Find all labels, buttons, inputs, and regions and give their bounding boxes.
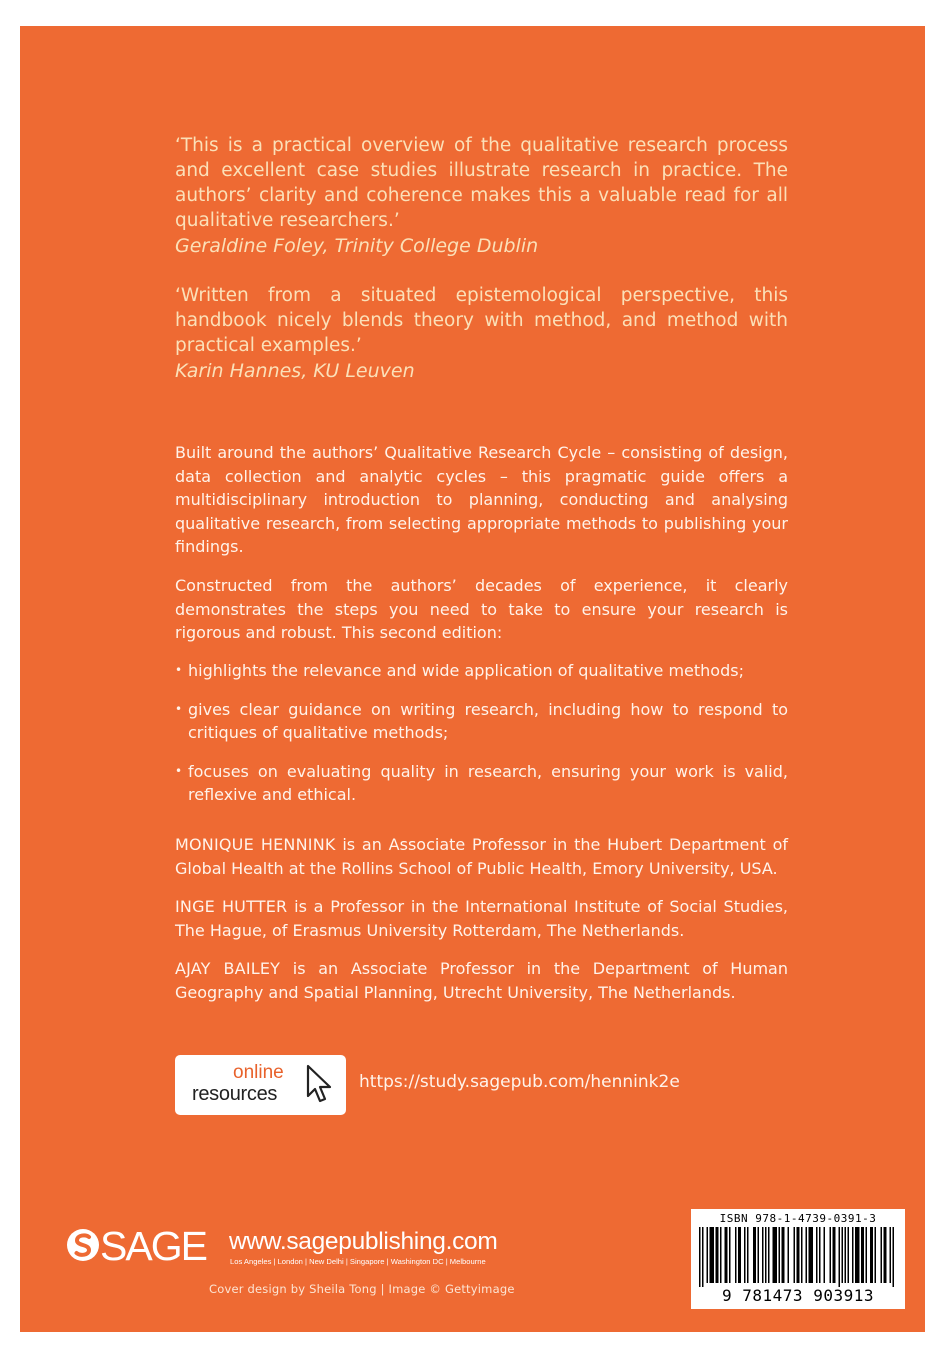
sage-logo-icon: [66, 1228, 100, 1262]
review-quote: ‘Written from a situated epistemological perspective, this handbook nicely blends theory with method, and method with practical examples.’: [175, 285, 788, 356]
barcode-bar: [881, 1227, 883, 1283]
barcode-bar: [729, 1227, 731, 1283]
description-2: [175, 574, 788, 645]
author-bio: is an Associate Professor in the Department of Human Geography and Spatial Planning, Utrecht University, The Netherlands.: [175, 959, 788, 1002]
barcode-bar: [833, 1227, 836, 1283]
barcode-bar: [875, 1227, 877, 1283]
author-bio: is a Professor in the International Institute of Social Studies, The Hague, of Erasmus University Rotterdam, The Netherlands.: [175, 897, 788, 940]
online-resources-badge[interactable]: [175, 1055, 346, 1115]
list-item-text: highlights the relevance and wide application of qualitative methods;: [188, 661, 744, 680]
barcode-box: [691, 1209, 905, 1309]
barcode-bar: [845, 1227, 847, 1283]
barcode-bar: [839, 1227, 841, 1287]
barcode-bar: [866, 1227, 868, 1283]
cover-credit: Cover design by Sheila Tong | Image © Gettyimage: [209, 1282, 515, 1296]
barcode-bar: [816, 1227, 818, 1283]
list-item-text: gives clear guidance on writing research, including how to respond to critiques of qualitative methods;: [188, 699, 788, 742]
description: [175, 441, 788, 559]
barcode-bar: [801, 1227, 803, 1283]
isbn-number: ISBN 978-1-4739-0391-3: [719, 1212, 877, 1225]
publisher-website[interactable]: www.sagepublishing.com: [229, 1228, 498, 1255]
description-paragraph: Constructed from the authors’ decades of experience, it clearly demonstrates the steps you need to take to ensure your research is rigorous and robust. This second edition:: [175, 576, 788, 642]
barcode-bar: [824, 1227, 826, 1283]
barcode-bar: [710, 1227, 715, 1283]
feature-list: [175, 659, 788, 807]
list-item: [175, 698, 788, 745]
barcode-bar: [744, 1227, 746, 1283]
barcode-bar: [788, 1227, 790, 1283]
bullet-icon: •: [175, 701, 183, 716]
list-item-text: focuses on evaluating quality in research, ensuring your work is valid, reflexive and ethical.: [188, 761, 788, 804]
barcode-bar: [716, 1227, 719, 1283]
barcode-bar: [848, 1227, 850, 1283]
author-bio-3: [175, 957, 788, 1004]
barcode-bar: [861, 1227, 864, 1283]
review-attribution: Karin Hannes, KU Leuven: [175, 360, 415, 382]
companion-website-link[interactable]: https://study.sagepub.com/hennink2e: [359, 1072, 680, 1092]
barcode-bar: [753, 1227, 756, 1283]
author-name: AJAY BAILEY: [175, 959, 281, 978]
barcode-bar: [768, 1227, 770, 1283]
barcode-bar: [702, 1227, 704, 1287]
barcode-bar: [735, 1227, 737, 1283]
list-item: [175, 760, 788, 807]
bullet-icon: •: [175, 763, 183, 778]
list-item: [175, 659, 788, 683]
review-attribution: Geraldine Foley, Trinity College Dublin: [175, 235, 539, 257]
badge-label-online: online: [233, 1062, 284, 1083]
barcode-icon: [699, 1227, 897, 1287]
barcode-bar: [720, 1227, 722, 1283]
barcode-bar: [747, 1227, 749, 1283]
barcode-bar: [773, 1227, 778, 1283]
barcode-bar: [725, 1227, 728, 1283]
publisher-cities: Los Angeles | London | New Delhi | Singapore | Washington DC | Melbourne: [230, 1257, 486, 1266]
barcode-bar: [699, 1227, 701, 1287]
review-block-1: [175, 133, 788, 259]
author-bio: is an Associate Professor in the Hubert Department of Global Health at the Rollins School of Public Health, Emory University, USA.: [175, 835, 789, 878]
author-bio-1: [175, 833, 788, 880]
review-quote: ‘This is a practical overview of the qualitative research process and excellent case studies illustrate research in practice. The authors’ clarity and coherence makes this a valuable read for all qualitative researchers.’: [175, 135, 788, 231]
barcode-bar: [765, 1227, 767, 1283]
barcode-bar: [870, 1227, 873, 1283]
barcode-bar: [893, 1227, 895, 1287]
barcode-bar: [738, 1227, 741, 1283]
barcode-bar: [855, 1227, 860, 1283]
author-name: INGE HUTTER: [175, 897, 288, 916]
barcode-bar: [707, 1227, 709, 1283]
barcode-bar: [794, 1227, 796, 1283]
badge-label-resources: resources: [192, 1083, 278, 1105]
barcode-bar: [830, 1227, 832, 1283]
author-bio-2: [175, 895, 788, 942]
barcode-bar: [809, 1227, 814, 1283]
cursor-arrow-icon: [305, 1064, 335, 1106]
back-cover: [20, 26, 925, 1332]
barcode-bar: [762, 1227, 764, 1283]
author-name: MONIQUE HENNINK: [175, 835, 336, 854]
barcode-bar: [797, 1227, 800, 1283]
barcode-bar: [852, 1227, 854, 1283]
barcode-bar: [842, 1227, 844, 1283]
review-block-2: [175, 283, 788, 384]
barcode-bar: [806, 1227, 808, 1283]
barcode-bar: [884, 1227, 887, 1283]
barcode-bar: [779, 1227, 781, 1283]
barcode-bar: [782, 1227, 785, 1283]
barcode-bar: [819, 1227, 821, 1283]
barcode-bar: [758, 1227, 760, 1283]
description-paragraph: Built around the authors’ Qualitative Research Cycle – consisting of design, data collection and analytic cycles – this pragmatic guide offers a multidisciplinary introduction to planning, conducting and analysing qualitative research, from selecting appropriate methods to publishing your findings.: [175, 443, 788, 556]
sage-wordmark: SAGE: [100, 1223, 206, 1269]
ean-number: 9 781473 903913: [722, 1286, 874, 1305]
barcode-bar: [890, 1227, 892, 1283]
bullet-icon: •: [175, 663, 183, 677]
